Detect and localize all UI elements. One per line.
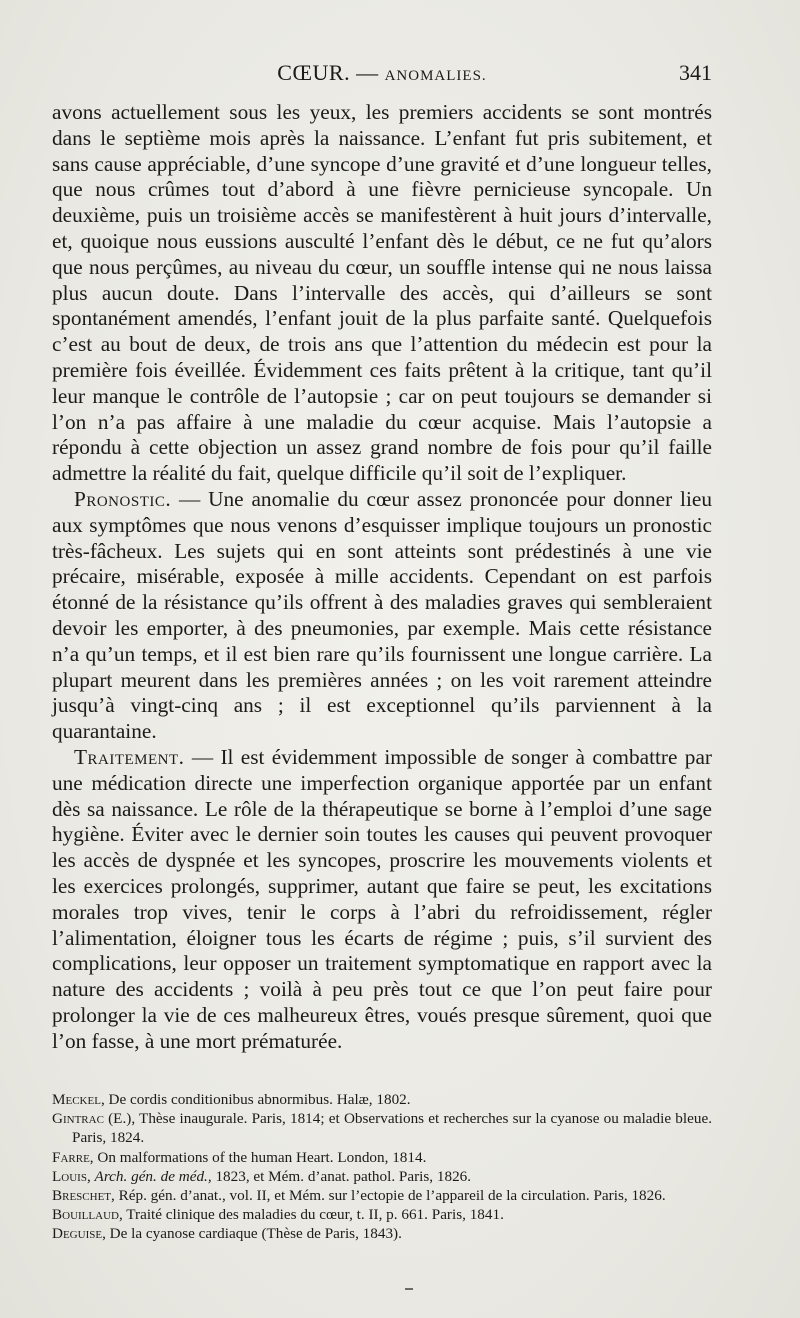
reference-text: De la cyanose cardiaque (Thèse de Paris, 1843). bbox=[105, 1225, 402, 1243]
reference-entry bbox=[52, 1167, 712, 1186]
reference-text: Rép. gén. d’anat., vol. II, et Mém. sur l’ectopie de l’appareil de la circulation. Paris, 1826. bbox=[114, 1187, 666, 1205]
reference-text-after: 1823, et Mém. d’anat. pathol. Paris, 1826. bbox=[211, 1167, 472, 1185]
reference-author: Farre, bbox=[52, 1148, 94, 1166]
reference-author: Gintrac bbox=[52, 1110, 104, 1128]
paragraph-pronostic-text: — Une anomalie du cœur assez prononcée pour donner lieu aux symptômes que nous venons d’esquisser implique toujours un pronostic très-fâcheux. Les sujets qui en sont atteints sont prédestinés à une vie précaire, misérable, exposée à mille accidents. Cependant on est parfois étonné de la résistance qu’ils offrent à des maladies graves qui sembleraient devoir les emporter, à des pneumonies, par exemple. Mais cette résistance n’a qu’un temps, et il est bien rare qu’ils fournissent une longue carrière. La plupart meurent dans les premières années ; on les voit rarement atteindre jusqu’à vingt-cinq ans ; il est exceptionnel qu’ils parviennent à la quarantaine. bbox=[52, 486, 712, 744]
reference-journal: Arch. gén. de méd., bbox=[94, 1167, 212, 1185]
page-header bbox=[52, 60, 712, 94]
running-title-dash: — bbox=[350, 60, 385, 85]
reference-text: De cordis conditionibus abnormibus. Halæ, 1802. bbox=[104, 1091, 411, 1108]
reference-entry bbox=[52, 1205, 712, 1224]
main-text bbox=[52, 100, 712, 1054]
paragraph-traitement bbox=[52, 745, 712, 1055]
bibliography bbox=[52, 1090, 712, 1244]
reference-entry bbox=[52, 1109, 712, 1147]
reference-text: (E.), Thèse inaugurale. Paris, 1814; et Observations et recherches sur la cyanose ou maladie bleue. Paris, 1824. bbox=[72, 1110, 712, 1147]
reference-entry bbox=[52, 1224, 712, 1243]
page-mark bbox=[405, 1288, 413, 1290]
running-title-sub: ANOMALIES. bbox=[384, 68, 487, 84]
reference-entry bbox=[52, 1148, 712, 1167]
page-number: 341 bbox=[679, 60, 712, 85]
running-title bbox=[52, 60, 712, 86]
reference-text: Traité clinique des maladies du cœur, t. II, p. 661. Paris, 1841. bbox=[122, 1206, 504, 1224]
running-title-main: CŒUR. bbox=[277, 60, 351, 85]
reference-author: Louis, bbox=[52, 1167, 91, 1185]
section-heading-pronostic: Pronostic. bbox=[74, 486, 172, 511]
paragraph-continuation: avons actuellement sous les yeux, les premiers accidents se sont montrés dans le septième mois après la naissance. L’enfant fut pris subitement, et sans cause appréciable, d’une syncope d’une gravité et d’une longueur telles, que nous crûmes tout d’abord à une fièvre pernicieuse syncopale. Un deuxième, puis un troisième accès se manifestèrent à huit jours d’intervalle, et, quoique nous eussions ausculté l’enfant dès le début, ce ne fut qu’alors que nous perçûmes, au niveau du cœur, un souffle intense qui ne nous laissa plus aucun doute. Dans l’intervalle des accès, qui d’ailleurs se sont spontanément amendés, l’enfant jouit de la plus parfaite santé. Quelquefois c’est au bout de deux, de trois ans que l’attention du médecin est pour la première fois éveillée. Évidemment ces faits prêtent à la critique, tant qu’il leur manque le contrôle de l’autopsie ; car on peut toujours se demander si l’on n’a pas affaire à une maladie du cœur acquise. Mais l’autopsie a répondu à cette objection un assez grand nombre de fois pour qu’il faille admettre la réalité du fait, quelque difficile qu’il soit de l’expliquer. bbox=[52, 100, 712, 486]
section-heading-traitement: Traitement. bbox=[74, 744, 185, 769]
paragraph-traitement-text: — Il est évidemment impossible de songer à combattre par une médication directe une imperfection organique apportée par un enfant dès sa naissance. Le rôle de la thérapeutique se borne à l’emploi d’une sage hygiène. Éviter avec le dernier soin toutes les causes qui peuvent provoquer les accès de dyspnée et les syncopes, proscrire les mouvements violents et les exercices prolongés, supprimer, autant que faire se peut, les excitations morales trop vives, tenir le corps à l’abri du refroidissement, régler l’alimentation, éloigner tous les écarts de régime ; puis, s’il survient des complications, leur opposer un traitement symptomatique en rapport avec la nature des accidents ; voilà à peu près tout ce que l’on peut faire pour prolonger la vie de ces malheureux êtres, voués presque sûrement, quoi que l’on fasse, à une mort prématurée. bbox=[52, 744, 712, 1053]
reference-entry bbox=[52, 1090, 712, 1109]
reference-author: Deguise, bbox=[52, 1225, 106, 1243]
reference-author: Breschet, bbox=[52, 1187, 115, 1205]
paragraph-pronostic bbox=[52, 487, 712, 745]
reference-author: Meckel, bbox=[52, 1091, 105, 1108]
reference-entry bbox=[52, 1186, 712, 1205]
reference-author: Bouillaud, bbox=[52, 1206, 123, 1224]
reference-text: On malformations of the human Heart. London, 1814. bbox=[93, 1148, 427, 1166]
